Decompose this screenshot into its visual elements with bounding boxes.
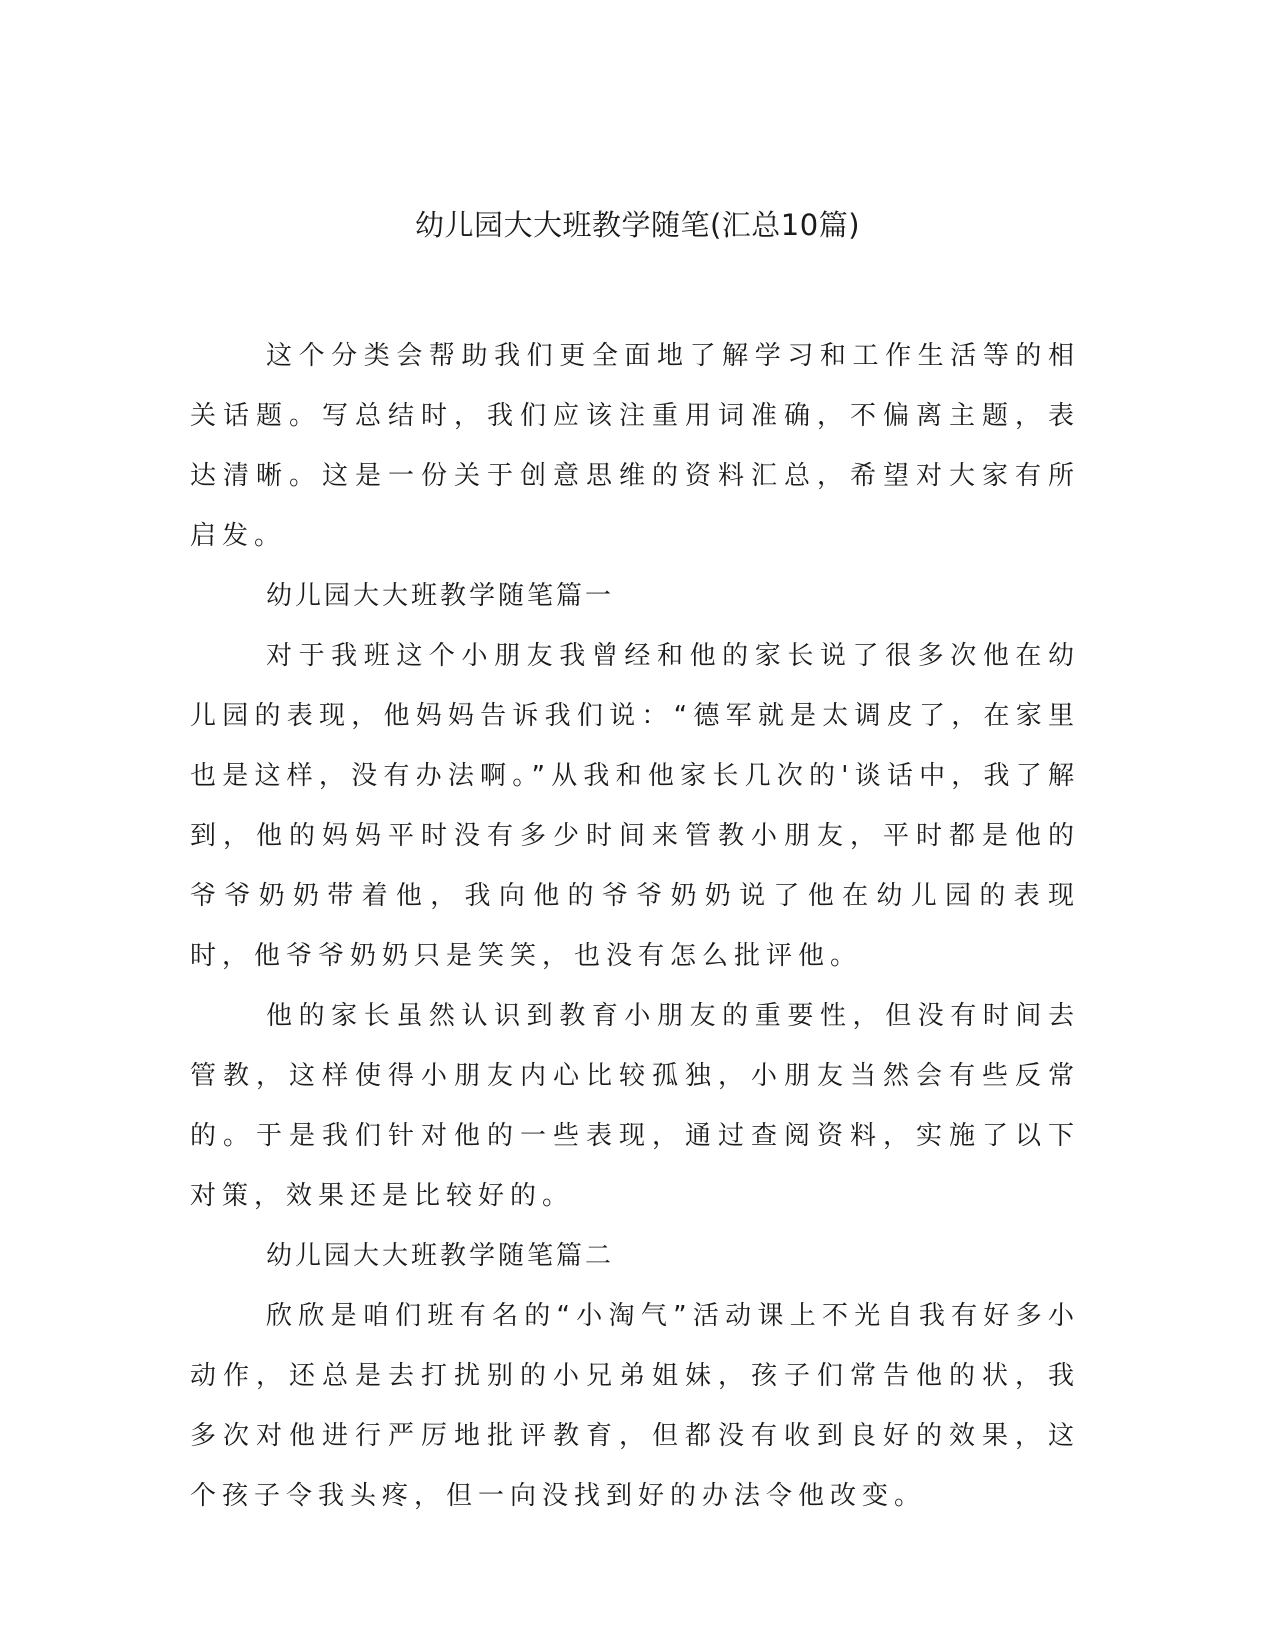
document-title: 幼儿园大大班教学随笔(汇总10篇) — [414, 208, 861, 242]
intro-paragraph: 这个分类会帮助我们更全面地了解学习和工作生活等的相关话题。写总结时，我们应该注重用词准确，不偏离主题，表达清晰。这是一份关于创意思维的资料汇总，希望对大家有所启发。 — [190, 341, 1080, 551]
section-2-paragraph-1: 欣欣是咱们班有名的“小淘气”活动课上不光自我有好多小动作，还总是去打扰别的小兄弟姐妹，孩子们常告他的状，我多次对他进行严厉地批评教育，但都没有收到良好的效果，这个孩子令我头疼，但一向没找到好的办法令他改变。 — [190, 1301, 1080, 1511]
section-1-paragraph-2: 他的家长虽然认识到教育小朋友的重要性，但没有时间去管教，这样使得小朋友内心比较孤独，小朋友当然会有些反常的。于是我们针对他的一些表现，通过查阅资料，实施了以下对策，效果还是比较好的。 — [190, 1001, 1080, 1211]
section-heading-1: 幼儿园大大班教学随笔篇一 — [266, 581, 615, 611]
section-heading-2: 幼儿园大大班教学随笔篇二 — [266, 1241, 615, 1271]
section-1-paragraph-1: 对于我班这个小朋友我曾经和他的家长说了很多次他在幼儿园的表现，他妈妈告诉我们说：“德军就是太调皮了，在家里也是这样，没有办法啊。”从我和他家长几次的'谈话中，我了解到，他的妈妈平时没有多少时间来管教小朋友，平时都是他的爷爷奶奶带着他，我向他的爷爷奶奶说了他在幼儿园的表现时，他爷爷奶奶只是笑笑，也没有怎么批评他。 — [190, 641, 1080, 971]
document-body — [190, 326, 1080, 1526]
